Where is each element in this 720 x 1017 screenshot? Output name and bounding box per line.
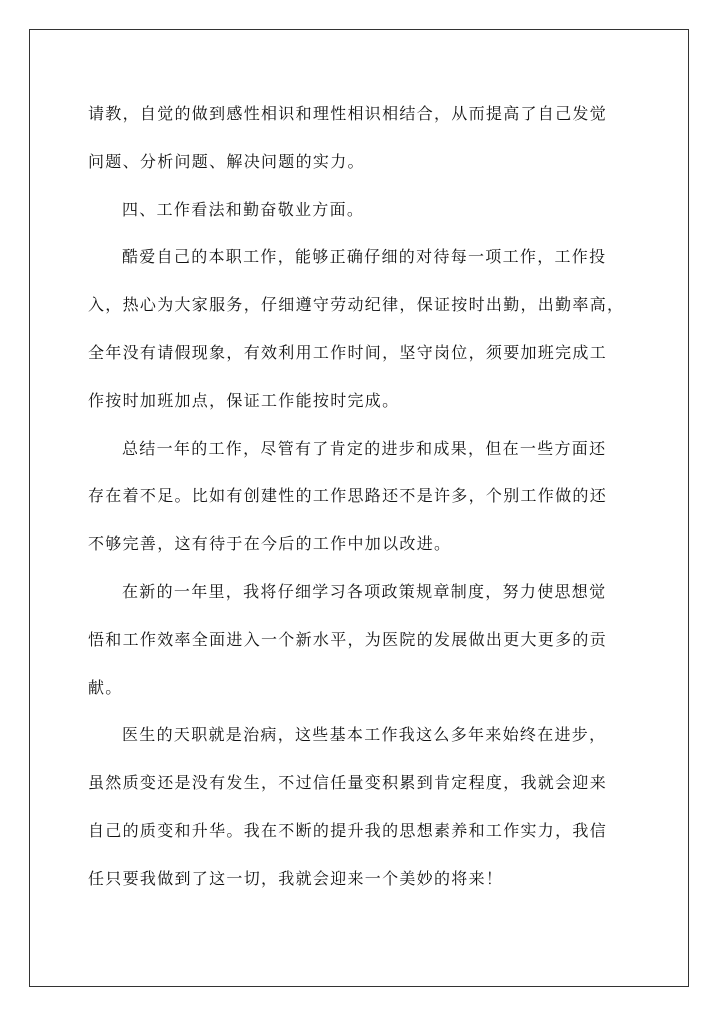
- text-line: 在新的一年里，我将仔细学习各项政策规章制度，努力使思想觉: [122, 581, 607, 601]
- text-line: 悟和工作效率全面进入一个新水平，为医院的发展做出更大更多的贡: [88, 629, 608, 649]
- text-line: 医生的天职就是治病，这些基本工作我这么多年来始终在进步，: [122, 725, 607, 745]
- section-heading: 四、工作看法和勤奋敬业方面。: [122, 199, 365, 219]
- text-line: 作按时加班加点，保证工作能按时完成。: [88, 390, 400, 410]
- text-line: 自己的质变和升华。我在不断的提升我的思想素养和工作实力，我信: [88, 820, 608, 840]
- text-line: 任只要我做到了这一切，我就会迎来一个美妙的将来！: [88, 868, 504, 888]
- document-body: [88, 90, 636, 903]
- text-line: 全年没有请假现象，有效利用工作时间，坚守岗位，须要加班完成工: [88, 342, 608, 362]
- text-line: 存在着不足。比如有创建性的工作思路还不是许多，个别工作做的还: [88, 486, 608, 506]
- text-line: 不够完善，这有待于在今后的工作中加以改进。: [88, 534, 452, 554]
- text-line: 虽然质变还是没有发生，不过信任量变积累到肯定程度，我就会迎来: [88, 773, 608, 793]
- text-line: 请教，自觉的做到感性相识和理性相识相结合，从而提高了自己发觉: [88, 104, 608, 123]
- text-line: 入，热心为大家服务，仔细遵守劳动纪律，保证按时出勤，出勤率高，: [88, 295, 625, 315]
- text-line: 问题、分析问题、解决问题的实力。: [88, 151, 365, 171]
- text-line: 献。: [88, 677, 123, 697]
- text-line: 总结一年的工作，尽管有了肯定的进步和成果，但在一些方面还: [122, 438, 607, 458]
- text-line: 酷爱自己的本职工作，能够正确仔细的对待每一项工作，工作投: [122, 247, 607, 267]
